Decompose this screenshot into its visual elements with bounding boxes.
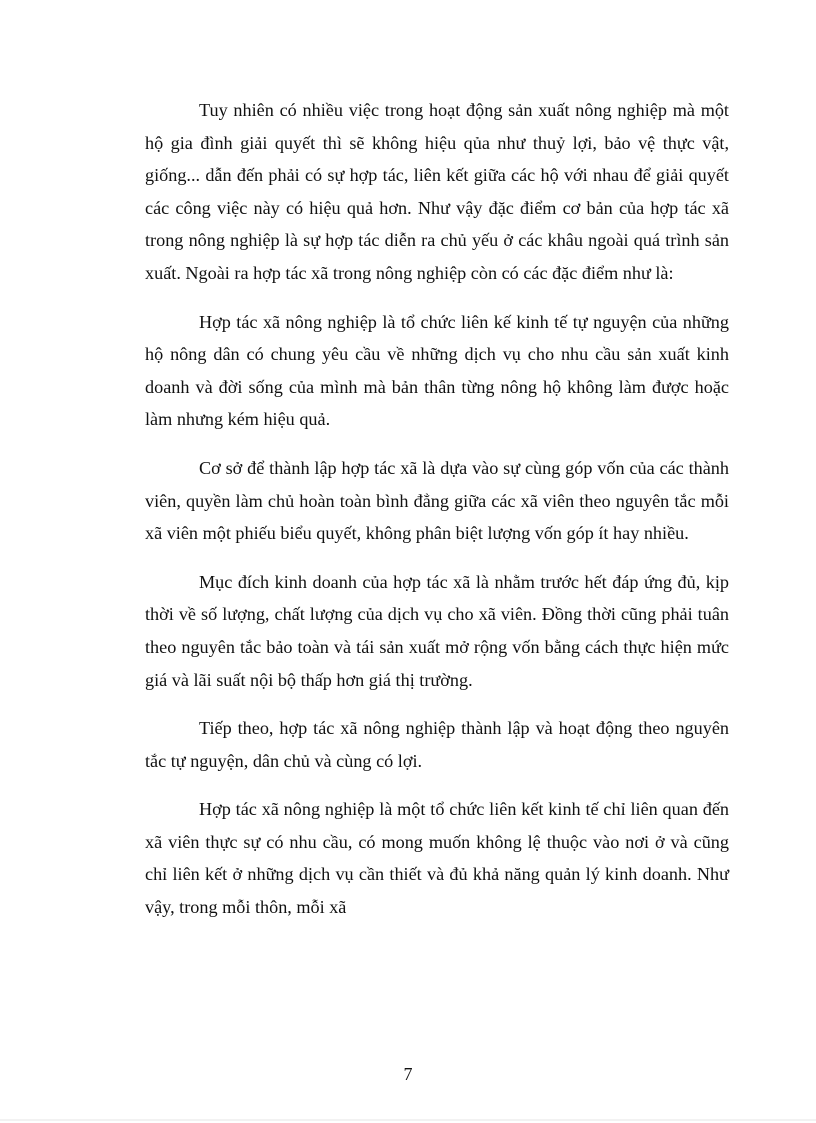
- paragraph-5: Tiếp theo, hợp tác xã nông nghiệp thành lập và hoạt động theo nguyên tắc tự nguyện, dân chủ và cùng có lợi.: [145, 718, 729, 771]
- body-text: [145, 94, 729, 940]
- paragraph-1: Tuy nhiên có nhiều việc trong hoạt động sản xuất nông nghiệp mà một hộ gia đình giải quyết thì sẽ không hiệu qủa như thuỷ lợi, bảo vệ thực vật, giống... dẫn đến phải có sự hợp tác, liên kết giữa các hộ với nhau để giải quyết các công việc này có hiệu quả hơn. Như vậy đặc điểm cơ bản của hợp tác xã trong nông nghiệp là sự hợp tác diễn ra chủ yếu ở các khâu ngoài quá trình sản xuất. Ngoài ra hợp tác xã trong nông nghiệp còn có các đặc điểm như là:: [145, 100, 729, 283]
- paragraph-2: Hợp tác xã nông nghiệp là tổ chức liên kế kinh tế tự nguyện của những hộ nông dân có chung yêu cầu về những dịch vụ cho nhu cầu sản xuất kinh doanh và đời sống của mình mà bản thân từng nông hộ không làm được hoặc làm nhưng kém hiệu quả.: [145, 311, 729, 430]
- paragraph-3: Cơ sở để thành lập hợp tác xã là dựa vào sự cùng góp vốn của các thành viên, quyền làm chủ hoàn toàn bình đẳng giữa các xã viên theo nguyên tắc mỗi xã viên một phiếu biểu quyết, không phân biệt lượng vốn góp ít hay nhiều.: [145, 457, 729, 544]
- page-bottom-edge: [0, 1119, 816, 1121]
- paragraph-4: Mục đích kinh doanh của hợp tác xã là nhằm trước hết đáp ứng đủ, kịp thời về số lượng, chất lượng của dịch vụ cho xã viên. Đồng thời cũng phải tuân theo nguyên tắc bảo toàn và tái sản xuất mở rộng vốn bằng cách thực hiện mức giá và lãi suất nội bộ thấp hơn giá thị trường.: [145, 571, 729, 690]
- page-number: 7: [403, 1064, 413, 1084]
- paragraph-6: Hợp tác xã nông nghiệp là một tổ chức liên kết kinh tế chỉ liên quan đến xã viên thực sự có nhu cầu, có mong muốn không lệ thuộc vào nơi ở và cũng chỉ liên kết ở những dịch vụ cần thiết và đủ khả năng quản lý kinh doanh. Như vậy, trong mỗi thôn, mỗi xã: [145, 799, 729, 918]
